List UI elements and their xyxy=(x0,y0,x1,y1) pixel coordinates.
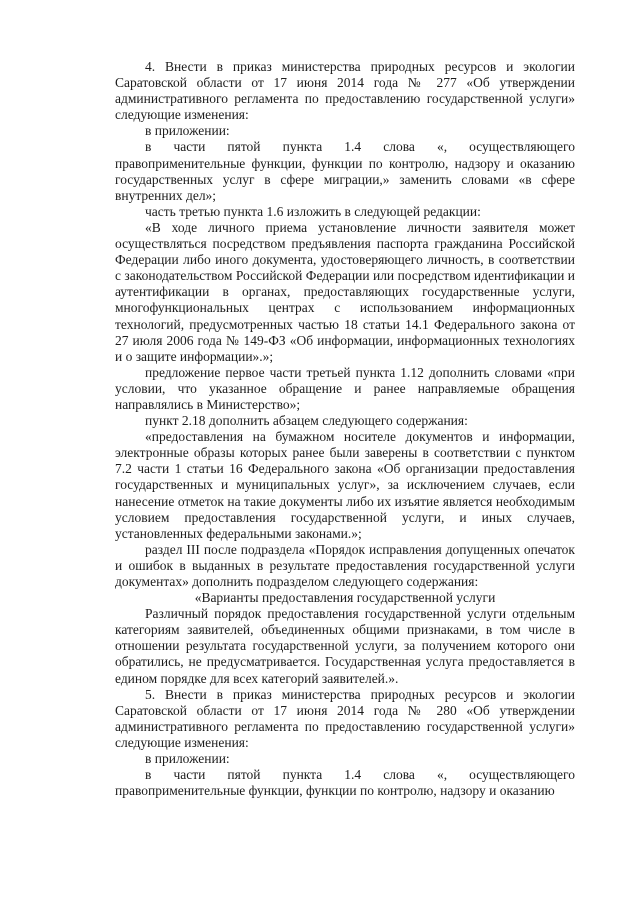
paragraph-clause-1-6: часть третью пункта 1.6 изложить в следующей редакции: xyxy=(145,203,481,219)
paragraph-clause-1-4: в части пятой пункта 1.4 слова «, осуществляющего правоприменительные функции, функции по контролю, надзору и оказанию государственных услуг в сфере миграции,» заменить словами «в сфере внутренних дел»; xyxy=(115,139,575,203)
paragraph-in-appendix: в приложении: xyxy=(145,123,230,139)
paragraph-clause-2-18-text: «предоставления на бумажном носителе документов и информации, электронные образы которых ранее были заверены в соответствии с пунктом 7.2 части 1 статьи 16 Федерального закона «Об организации предоставления государственных и муниципальных услуг», за исключением случаев, если нанесение отметок на такие документы либо их изъятие является необходимым условием предоставления государственной услуги, и иных случаев, установленных федеральными законами.»; xyxy=(115,429,575,541)
paragraph-in-appendix-2: в приложении: xyxy=(145,751,230,767)
document-body xyxy=(115,59,575,799)
paragraph-section-3: раздел III после подраздела «Порядок исправления допущенных опечаток и ошибок в выданных в результате предоставления государственной услуги документах» дополнить подразделом следующего содержания: xyxy=(115,541,575,589)
paragraph-clause-1-6-text: «В ходе личного приема установление личности заявителя может осуществляться посредством предъявления паспорта гражданина Российской Федерации либо иного документа, удостоверяющего личность, в соответствии с законодательством Российской Федерации или посредством идентификации и аутентификации в органах, предоставляющих государственные услуги, многофункциональных центрах с использованием информационных технологий, предусмотренных частью 18 статьи 14.1 Федерального закона от 27 июля 2006 года № 149-ФЗ «Об информации, информационных технологиях и о защите информации».»; xyxy=(115,219,575,364)
section-heading: «Варианты предоставления государственной услуги xyxy=(194,590,496,606)
paragraph-item-4-intro: 4. Внести в приказ министерства природных ресурсов и экологии Саратовской области от 17 июня 2014 года № 277 «Об утверждении административного регламента по предоставлению государственной услуги» следующие изменения: xyxy=(115,59,575,123)
paragraph-item-5-intro: 5. Внести в приказ министерства природных ресурсов и экологии Саратовской области от 17 июня 2014 года № 280 «Об утверждении административного регламента по предоставлению государственной услуги» следующие изменения: xyxy=(115,686,575,750)
paragraph-variants-text: Различный порядок предоставления государственной услуги отдельным категориям заявителей, объединенных общими признаками, в том числе в отношении результата государственной услуги, за получением которого они обратились, не предусматривается. Государственная услуга предоставляется в едином порядке для всех категорий заявителей.». xyxy=(115,606,575,686)
paragraph-clause-1-12: предложение первое части третьей пункта 1.12 дополнить словами «при условии, что указанное обращение и ранее направляемые обращения направлялись в Министерство»; xyxy=(115,364,575,412)
paragraph-clause-1-4-2: в части пятой пункта 1.4 слова «, осуществляющего правоприменительные функции, функции по контролю, надзору и оказанию xyxy=(115,767,575,799)
paragraph-clause-2-18: пункт 2.18 дополнить абзацем следующего содержания: xyxy=(145,413,468,429)
